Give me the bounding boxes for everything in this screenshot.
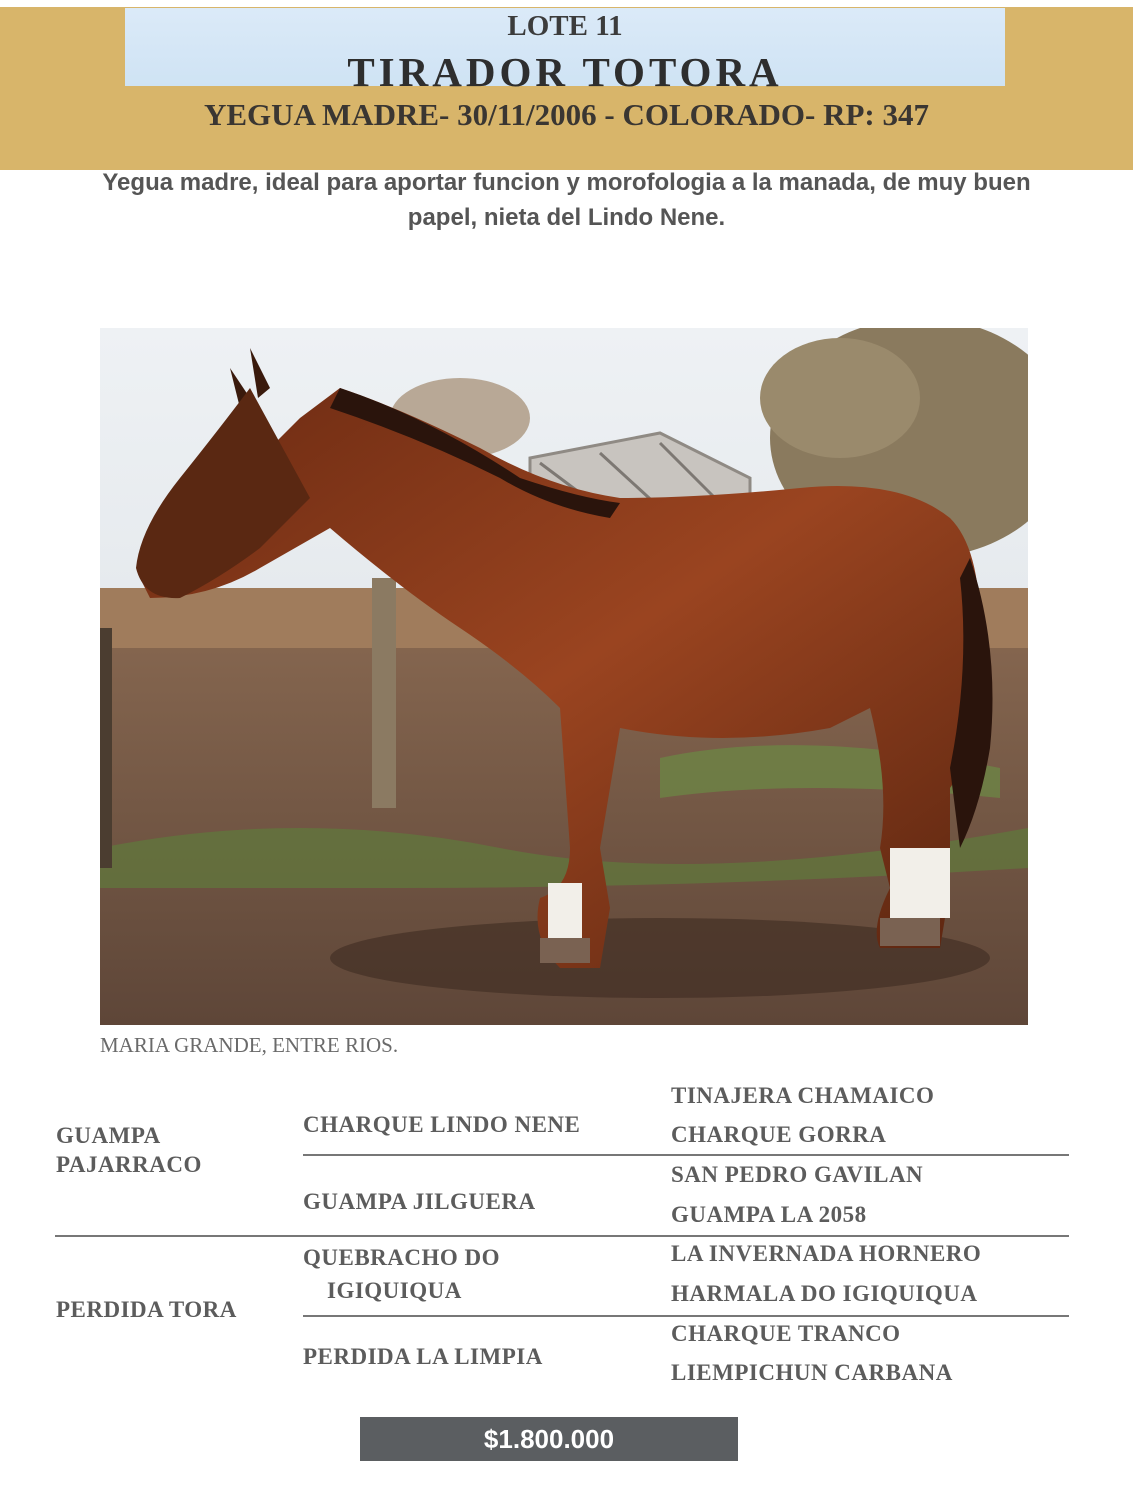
great-grandparent: HARMALA DO IGIQUIQUA bbox=[671, 1281, 978, 1306]
great-grandparent: CHARQUE GORRA bbox=[671, 1122, 887, 1147]
great-grandparent: SAN PEDRO GAVILAN bbox=[671, 1162, 924, 1187]
description bbox=[20, 165, 1113, 235]
lot-number: LOTE 11 bbox=[507, 10, 623, 42]
horse-photo bbox=[100, 328, 1028, 1025]
dam-name: PERDIDA TORA bbox=[56, 1297, 237, 1322]
title-box bbox=[125, 8, 1005, 95]
horse-details: YEGUA MADRE- 30/11/2006 - COLORADO- RP: 347 bbox=[203, 97, 930, 132]
dam-sire-line1: QUEBRACHO DO bbox=[303, 1245, 501, 1270]
pedigree-divider bbox=[303, 1315, 1069, 1317]
sire-dam: GUAMPA JILGUERA bbox=[303, 1189, 536, 1214]
sire-sire: CHARQUE LINDO NENE bbox=[303, 1112, 581, 1137]
horse-name: TIRADOR TOTORA bbox=[347, 49, 783, 95]
pedigree-divider bbox=[55, 1235, 1069, 1237]
great-grandparent: LA INVERNADA HORNERO bbox=[671, 1241, 982, 1266]
sire-name-line2: PAJARRACO bbox=[56, 1152, 202, 1177]
dam-sire-line2: IGIQUIQUA bbox=[327, 1278, 462, 1303]
sire-name-line1: GUAMPA bbox=[56, 1123, 161, 1148]
great-grandparent: TINAJERA CHAMAICO bbox=[671, 1083, 935, 1108]
description-line: papel, nieta del Lindo Nene. bbox=[407, 204, 726, 231]
pedigree-divider bbox=[303, 1154, 1069, 1156]
great-grandparent: LIEMPICHUN CARBANA bbox=[671, 1360, 953, 1385]
dam-dam: PERDIDA LA LIMPIA bbox=[303, 1344, 543, 1369]
great-grandparent: CHARQUE TRANCO bbox=[671, 1321, 901, 1346]
great-grandparent: GUAMPA LA 2058 bbox=[671, 1202, 867, 1227]
photo-location: MARIA GRANDE, ENTRE RIOS. bbox=[100, 1033, 399, 1057]
price-bar: $1.800.000 bbox=[360, 1417, 738, 1461]
description-line: Yegua madre, ideal para aportar funcion y morofologia a la manada, de muy buen bbox=[102, 169, 1031, 196]
